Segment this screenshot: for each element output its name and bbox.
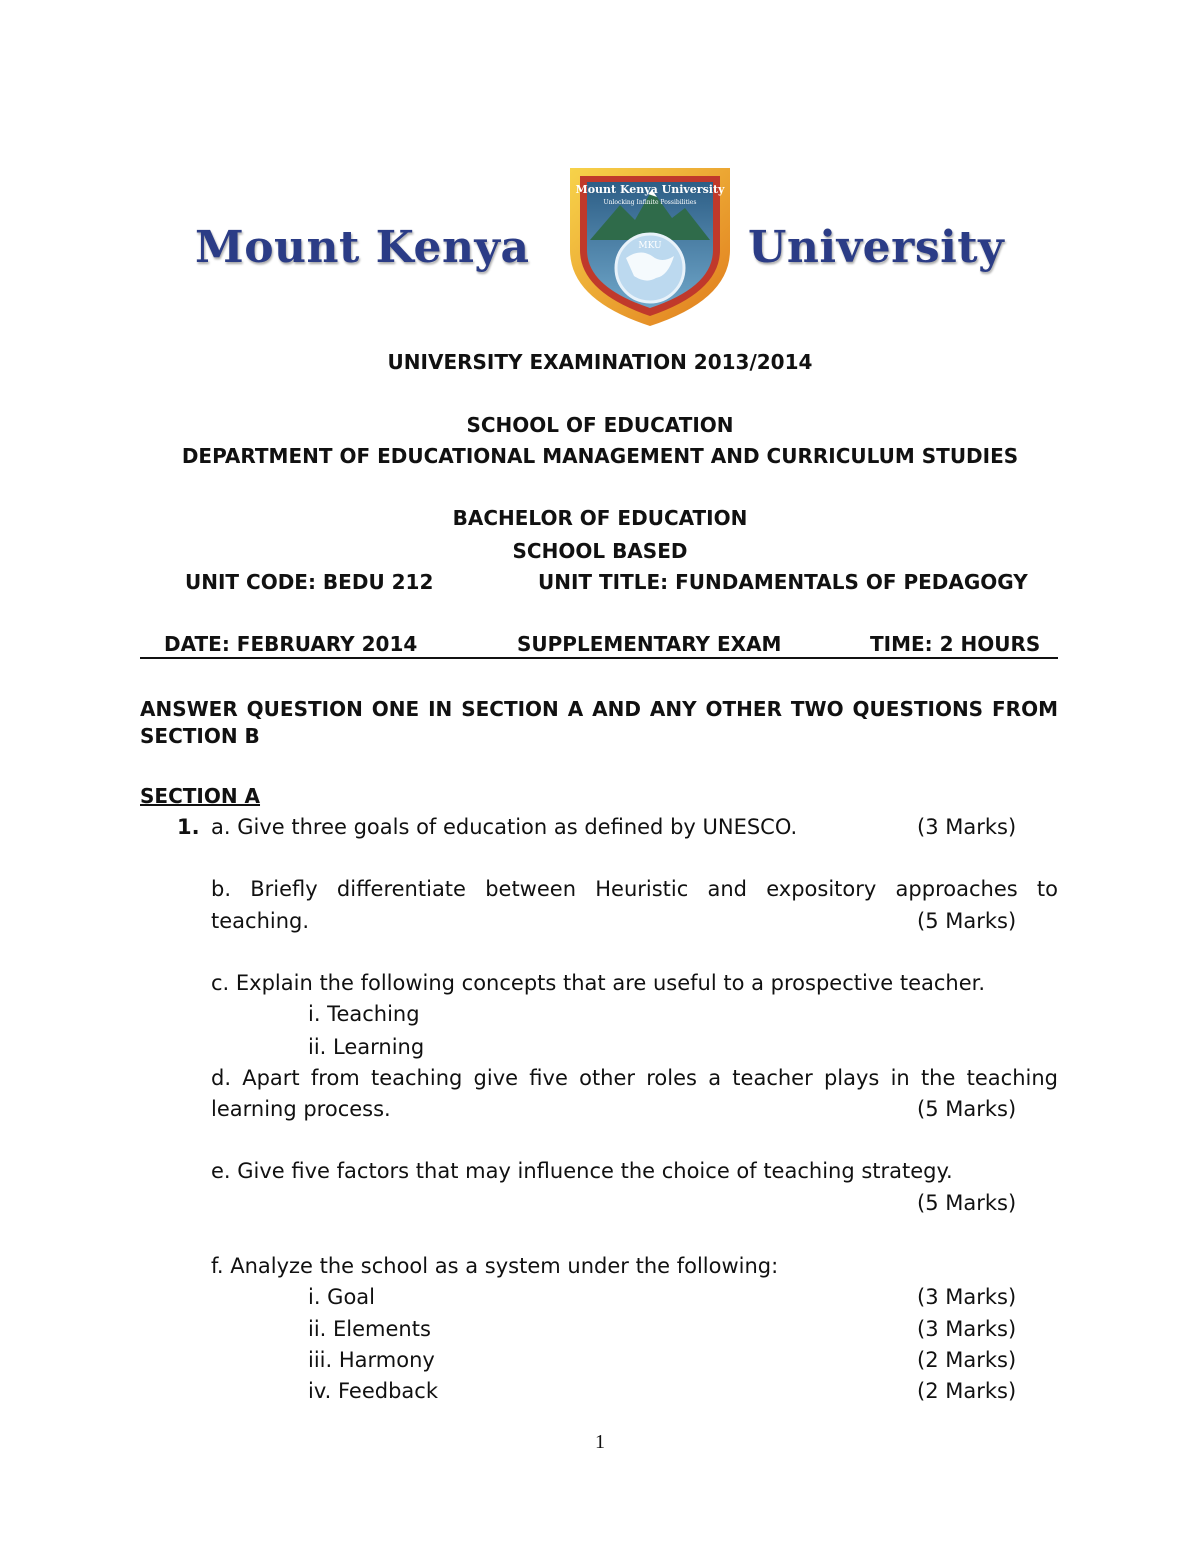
instructions-line-1: ANSWER QUESTION ONE IN SECTION A AND ANY OTHER TWO QUESTIONS FROM (140, 697, 1058, 721)
question-1f-text: f. Analyze the school as a system under the following: (211, 1254, 779, 1278)
header-divider (140, 657, 1058, 659)
department-name: DEPARTMENT OF EDUCATIONAL MANAGEMENT AND CURRICULUM STUDIES (181, 444, 1019, 468)
question-1b-text-line-1: b. Briefly differentiate between Heuristic and expository approaches to (211, 877, 1058, 901)
question-1f-item-iv-marks: (2 Marks) (917, 1379, 1017, 1403)
question-1a-marks: (3 Marks) (917, 815, 1017, 839)
question-1f-item-iii-marks: (2 Marks) (917, 1348, 1017, 1372)
question-number: 1. (177, 815, 200, 839)
university-crest-logo (560, 160, 740, 330)
question-1c-item-i: i. Teaching (308, 1002, 420, 1026)
question-1e-marks: (5 Marks) (917, 1191, 1017, 1215)
question-1d-text-line-1: d. Apart from teaching give five other roles a teacher plays in the teaching (211, 1066, 1058, 1090)
study-mode: SCHOOL BASED (512, 539, 688, 563)
question-1f-item-i: i. Goal (308, 1285, 376, 1309)
unit-code: UNIT CODE: BEDU 212 (185, 570, 434, 594)
question-1d-marks: (5 Marks) (917, 1097, 1017, 1121)
exam-duration: TIME: 2 HOURS (870, 632, 1041, 656)
question-1b-text-line-2: teaching. (211, 909, 310, 933)
question-1f-item-ii-marks: (3 Marks) (917, 1317, 1017, 1341)
university-name-left: Mount Kenya (195, 222, 530, 273)
svg-text:Mount Kenya University: Mount Kenya University (575, 183, 725, 196)
question-1f-item-iii: iii. Harmony (308, 1348, 435, 1372)
question-1b-marks: (5 Marks) (917, 909, 1017, 933)
programme-name: BACHELOR OF EDUCATION (452, 506, 748, 530)
question-1e-text: e. Give five factors that may influence the choice of teaching strategy. (211, 1159, 953, 1183)
svg-text:Unlocking Infinite Possibiliti: Unlocking Infinite Possibilities (603, 199, 697, 206)
exam-title: UNIVERSITY EXAMINATION 2013/2014 (387, 350, 813, 374)
svg-text:MKU: MKU (638, 241, 662, 251)
question-1f-item-ii: ii. Elements (308, 1317, 431, 1341)
section-a-title: SECTION A (140, 784, 261, 808)
question-1c-item-ii: ii. Learning (308, 1035, 425, 1059)
exam-date: DATE: FEBRUARY 2014 (164, 632, 418, 656)
question-1c-text: c. Explain the following concepts that are useful to a prospective teacher. (211, 971, 986, 995)
university-name-right: University (748, 222, 1005, 273)
unit-title: UNIT TITLE: FUNDAMENTALS OF PEDAGOGY (538, 570, 1028, 594)
question-1a-text: a. Give three goals of education as defined by UNESCO. (211, 815, 798, 839)
question-1d-text-line-2: learning process. (211, 1097, 391, 1121)
question-1f-item-iv: iv. Feedback (308, 1379, 438, 1403)
school-name: SCHOOL OF EDUCATION (466, 413, 734, 437)
page-number: 1 (595, 1431, 605, 1453)
instructions-line-2: SECTION B (140, 724, 260, 748)
question-1f-item-i-marks: (3 Marks) (917, 1285, 1017, 1309)
exam-type: SUPPLEMENTARY EXAM (517, 632, 782, 656)
